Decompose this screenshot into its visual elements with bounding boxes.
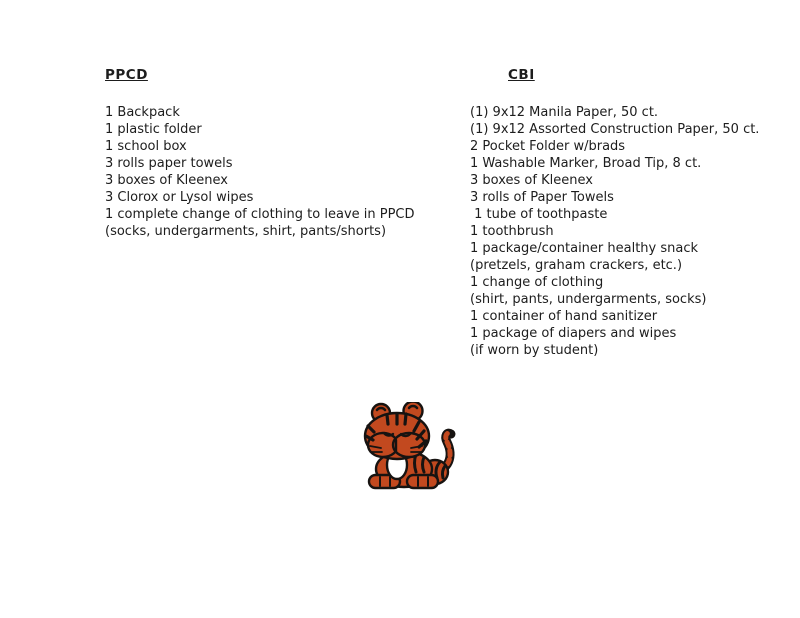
list-item: 1 tube of toothpaste (470, 207, 608, 222)
list-item: 1 package of diapers and wipes (470, 326, 677, 341)
list-item: 1 Washable Marker, Broad Tip, 8 ct. (470, 156, 702, 171)
ppcd-supply-list (105, 104, 415, 240)
list-item: 1 school box (105, 139, 187, 154)
list-item: 1 change of clothing (470, 275, 604, 290)
list-item: 3 Clorox or Lysol wipes (105, 190, 254, 205)
tiger-cub-clipart (356, 402, 460, 494)
ppcd-column-heading: PPCD (105, 67, 148, 83)
list-item: 1 toothbrush (470, 224, 554, 239)
list-item: 3 boxes of Kleenex (470, 173, 593, 188)
list-item: 1 package/container healthy snack (470, 241, 699, 256)
list-item: (1) 9x12 Manila Paper, 50 ct. (470, 105, 659, 120)
list-item: (shirt, pants, undergarments, socks) (470, 292, 707, 307)
list-item: 1 container of hand sanitizer (470, 309, 658, 324)
list-item: 1 complete change of clothing to leave in PPCD (105, 207, 415, 222)
list-item: (1) 9x12 Assorted Construction Paper, 50 ct. (470, 122, 760, 137)
list-item: 3 rolls of Paper Towels (470, 190, 614, 205)
list-item: 1 Backpack (105, 105, 180, 120)
cbi-column-heading: CBI (508, 67, 535, 83)
list-item: (socks, undergarments, shirt, pants/shorts) (105, 224, 387, 239)
list-item: (if worn by student) (470, 343, 599, 358)
list-item: 3 rolls paper towels (105, 156, 233, 171)
list-item: 2 Pocket Folder w/brads (470, 139, 626, 154)
list-item: (pretzels, graham crackers, etc.) (470, 258, 683, 273)
list-item: 1 plastic folder (105, 122, 202, 137)
list-item: 3 boxes of Kleenex (105, 173, 228, 188)
cbi-supply-list (470, 104, 759, 359)
